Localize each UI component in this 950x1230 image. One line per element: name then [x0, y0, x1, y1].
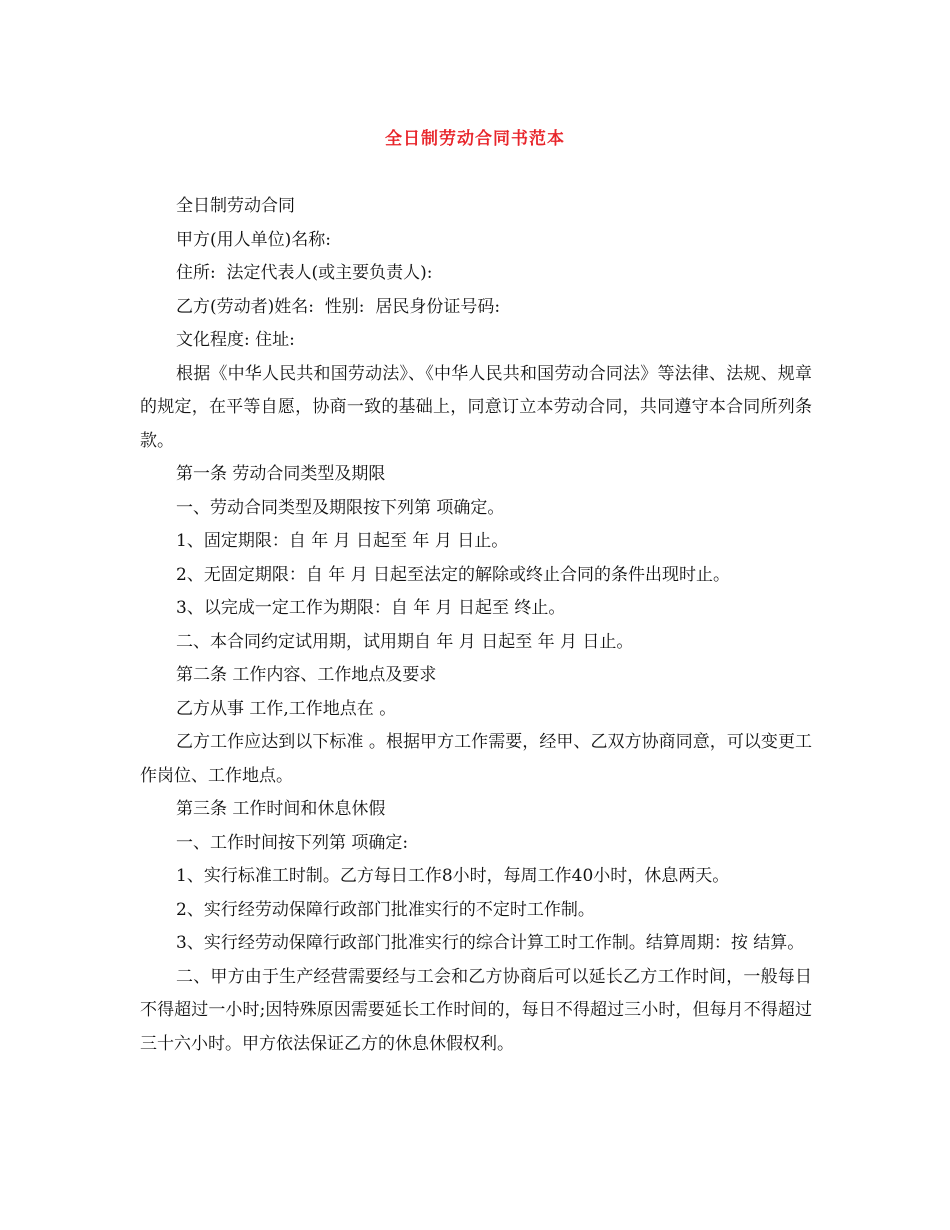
- article-1-item-3: 3、以完成一定工作为期限：自 年 月 日起至 终止。: [176, 598, 566, 618]
- article-2-standard-paragraph: 乙方工作应达到以下标准 。根据甲方工作需要，经甲、乙双方协商同意，可以变更工作岗位、工作地点。: [140, 732, 812, 786]
- article-1-clause-1: 一、劳动合同类型及期限按下列第 项确定。: [176, 497, 505, 518]
- party-b-info-line: 乙方(劳动者)姓名: 性别: 居民身份证号码:: [176, 296, 501, 317]
- article-1-clause-2: 二、本合同约定试用期，试用期自 年 月 日起至 年 月 日止。: [176, 631, 634, 652]
- address-representative-line: 住所: 法定代表人(或主要负责人):: [176, 263, 433, 283]
- preamble-paragraph: 根据《中华人民共和国劳动法》、《中华人民共和国劳动合同法》等法律、法规、规章的规定，在平等自愿，协商一致的基础上，同意订立本劳动合同，共同遵守本合同所列条款。: [140, 363, 812, 451]
- contract-heading: 全日制劳动合同: [176, 196, 295, 216]
- article-3-clause-2: 二、甲方由于生产经营需要经与工会和乙方协商后可以延长乙方工作时间，一般每日不得超过一小时;因特殊原因需要延长工作时间的，每日不得超过三小时，但每月不得超过三十六小时。甲方依法保证乙方的休息休假权利。: [140, 966, 812, 1054]
- party-a-name-line: 甲方(用人单位)名称:: [176, 229, 331, 250]
- article-3-item-1: 1、实行标准工时制。乙方每日工作8小时，每周工作40小时，休息两天。: [176, 866, 730, 886]
- article-3-heading: 第三条 工作时间和休息休假: [176, 799, 386, 819]
- document-title: 全日制劳动合同书范本: [385, 129, 565, 149]
- article-1-heading: 第一条 劳动合同类型及期限: [176, 464, 386, 484]
- article-2-heading: 第二条 工作内容、工作地点及要求: [176, 665, 437, 685]
- article-1-item-2: 2、无固定期限：自 年 月 日起至法定的解除或终止合同的条件出现时止。: [176, 564, 731, 585]
- article-3-clause-1: 一、工作时间按下列第 项确定:: [176, 832, 409, 853]
- article-2-work-line: 乙方从事 工作,工作地点在 。: [176, 698, 397, 719]
- article-3-item-2: 2、实行经劳动保障行政部门批准实行的不定时工作制。: [176, 899, 595, 920]
- article-1-item-1: 1、固定期限：自 年 月 日起至 年 月 日止。: [176, 531, 509, 551]
- document-body: [140, 190, 812, 1061]
- education-address-line: 文化程度: 住址:: [176, 330, 295, 350]
- article-3-item-3: 3、实行经劳动保障行政部门批准实行的综合计算工时工作制。结算周期：按 结算。: [176, 933, 805, 953]
